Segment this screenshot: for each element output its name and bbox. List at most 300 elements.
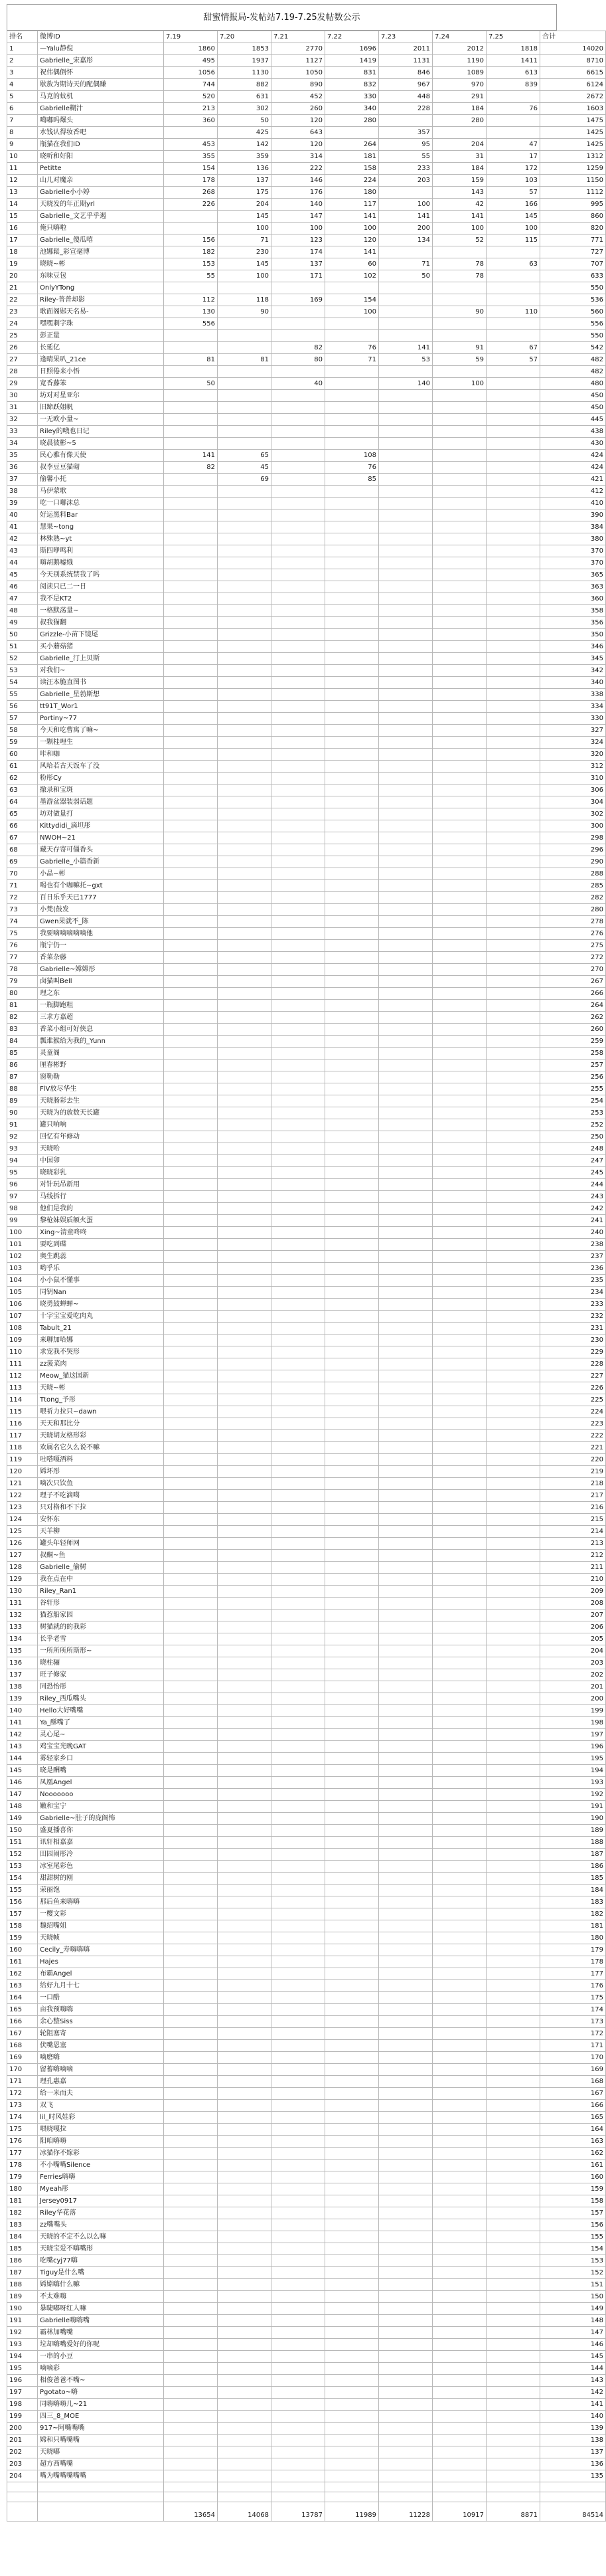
count-cell [164, 868, 218, 880]
count-cell [325, 2387, 379, 2399]
count-cell: 76 [325, 462, 379, 474]
count-cell [218, 605, 271, 617]
count-cell [487, 892, 540, 904]
count-cell [218, 725, 271, 737]
count-cell [379, 2291, 433, 2303]
count-cell: 135 [540, 2470, 606, 2482]
count-cell [433, 2171, 487, 2183]
count-cell [487, 2148, 540, 2160]
table-row [7, 139, 606, 151]
count-cell [218, 665, 271, 677]
count-cell: 192 [540, 1789, 606, 1801]
count-cell [164, 820, 218, 832]
count-cell [487, 1239, 540, 1251]
count-cell [487, 1382, 540, 1394]
count-cell [487, 2291, 540, 2303]
count-cell [325, 426, 379, 438]
rank-cell: 31 [7, 402, 38, 414]
count-cell: 338 [540, 689, 606, 701]
count-cell [218, 1813, 271, 1825]
count-cell: 69 [218, 474, 271, 486]
weibo-id-cell: 鸡宝宝光晚GAT [38, 1741, 164, 1753]
weibo-id-cell: Gabrielle_汀上贝斯 [38, 653, 164, 665]
count-cell [433, 653, 487, 665]
count-cell [218, 1418, 271, 1430]
count-cell: 1696 [325, 43, 379, 55]
count-cell: 832 [325, 79, 379, 91]
count-cell [218, 1849, 271, 1861]
count-cell: 213 [164, 103, 218, 115]
rank-cell: 49 [7, 617, 38, 629]
count-cell [379, 1538, 433, 1550]
weibo-id-cell: 求宠我不哭形 [38, 1346, 164, 1358]
weibo-id-cell: 猫惹船家园 [38, 1610, 164, 1621]
count-cell [218, 486, 271, 498]
count-cell [271, 796, 325, 808]
table-row [7, 1729, 606, 1741]
count-cell: 78 [433, 258, 487, 270]
rank-cell: 6 [7, 103, 38, 115]
count-cell [487, 976, 540, 988]
weibo-id-cell: 我要嘀嘀嘀嘀嘀他 [38, 928, 164, 940]
count-cell [218, 2028, 271, 2040]
count-cell [325, 2458, 379, 2470]
count-cell [164, 1215, 218, 1227]
rank-cell: 9 [7, 139, 38, 151]
count-cell: 148 [540, 2315, 606, 2327]
count-cell [164, 2315, 218, 2327]
count-cell [325, 1980, 379, 1992]
count-cell [379, 1885, 433, 1896]
count-cell [487, 1920, 540, 1932]
count-cell [325, 617, 379, 629]
count-cell [164, 1980, 218, 1992]
count-cell [325, 904, 379, 916]
count-cell [379, 2160, 433, 2171]
count-cell: 1603 [540, 103, 606, 115]
column-header: 合计 [540, 31, 606, 43]
count-cell [379, 820, 433, 832]
count-cell [433, 665, 487, 677]
table-row [7, 330, 606, 342]
count-cell [487, 1036, 540, 1048]
count-cell [325, 988, 379, 1000]
count-cell [164, 2470, 218, 2482]
count-cell [487, 1657, 540, 1669]
count-cell [325, 1239, 379, 1251]
count-cell: 172 [540, 2028, 606, 2040]
count-cell [325, 725, 379, 737]
total-cell: 13787 [271, 2502, 325, 2522]
count-cell: 233 [540, 1299, 606, 1311]
count-cell [218, 2040, 271, 2052]
count-cell [433, 880, 487, 892]
count-cell: 115 [487, 234, 540, 246]
count-cell [164, 940, 218, 952]
count-cell: 166 [487, 199, 540, 211]
table-row [7, 1131, 606, 1143]
count-cell [325, 1478, 379, 1490]
count-cell: 52 [433, 234, 487, 246]
count-cell [325, 2375, 379, 2387]
weibo-id-cell: 嫦和只嘴嘴嘴 [38, 2435, 164, 2446]
count-cell [487, 2183, 540, 2195]
weibo-id-cell: 嫦坏彤 [38, 1466, 164, 1478]
count-cell [487, 1334, 540, 1346]
count-cell [325, 665, 379, 677]
empty-cell [218, 2492, 271, 2502]
count-cell [487, 940, 540, 952]
count-cell: 482 [540, 354, 606, 366]
empty-cell [38, 2492, 164, 2502]
count-cell [487, 2231, 540, 2243]
table-row [7, 952, 606, 964]
count-cell [487, 1813, 540, 1825]
count-cell [271, 282, 325, 294]
weibo-id-cell: 同嗨嗨嗨几~21 [38, 2399, 164, 2411]
rank-cell: 58 [7, 725, 38, 737]
count-cell [164, 1012, 218, 1024]
count-cell [379, 701, 433, 713]
weibo-id-cell: 理子不吃滴噶 [38, 1490, 164, 1502]
count-cell [325, 2399, 379, 2411]
count-cell: 250 [540, 1131, 606, 1143]
column-header: 微博ID [38, 31, 164, 43]
rank-cell: 119 [7, 1454, 38, 1466]
count-cell [433, 581, 487, 593]
count-cell [325, 2183, 379, 2195]
count-cell [325, 2219, 379, 2231]
table-row [7, 880, 606, 892]
count-cell [433, 127, 487, 139]
count-cell [487, 1645, 540, 1657]
table-row [7, 1394, 606, 1406]
count-cell [164, 1717, 218, 1729]
count-cell [271, 1562, 325, 1574]
count-cell [271, 2470, 325, 2482]
count-cell [433, 1681, 487, 1693]
count-cell [164, 2028, 218, 2040]
weibo-id-cell: 他们是我的 [38, 1203, 164, 1215]
rank-cell: 104 [7, 1275, 38, 1287]
table-row [7, 2016, 606, 2028]
weibo-id-cell: 讯轩相嘉嘉 [38, 1837, 164, 1849]
count-cell [487, 2315, 540, 2327]
count-cell [271, 988, 325, 1000]
table-row [7, 677, 606, 689]
count-cell: 312 [540, 761, 606, 773]
count-cell [379, 2076, 433, 2088]
weibo-id-cell: 吃嘴cyj77嗨 [38, 2255, 164, 2267]
count-cell [487, 282, 540, 294]
count-cell [164, 1657, 218, 1669]
count-cell [218, 2231, 271, 2243]
count-cell [271, 1466, 325, 1478]
count-cell [271, 2028, 325, 2040]
weibo-id-cell: 长延亿 [38, 342, 164, 354]
count-cell [271, 1729, 325, 1741]
count-cell [271, 641, 325, 653]
count-cell: 1127 [271, 55, 325, 67]
count-cell [379, 1729, 433, 1741]
count-cell [218, 1012, 271, 1024]
rank-cell: 105 [7, 1287, 38, 1299]
count-cell [433, 1980, 487, 1992]
count-cell [218, 1693, 271, 1705]
table-row [7, 2435, 606, 2446]
count-cell [271, 1849, 325, 1861]
weibo-id-cell: 噶嘟吗爆头 [38, 115, 164, 127]
count-cell [218, 521, 271, 533]
rank-cell: 148 [7, 1801, 38, 1813]
count-cell [325, 1418, 379, 1430]
rank-cell: 160 [7, 1944, 38, 1956]
count-cell: 82 [271, 342, 325, 354]
weibo-id-cell: 叔我猫翻 [38, 617, 164, 629]
count-cell: 50 [379, 270, 433, 282]
count-cell: 136 [218, 163, 271, 175]
count-cell [164, 1765, 218, 1777]
weibo-id-cell: Xing~清童咚咚 [38, 1227, 164, 1239]
count-cell [487, 1705, 540, 1717]
count-cell [325, 749, 379, 761]
count-cell [433, 725, 487, 737]
count-cell [325, 1430, 379, 1442]
count-cell [433, 952, 487, 964]
rank-cell: 167 [7, 2028, 38, 2040]
count-cell [271, 701, 325, 713]
count-cell [218, 976, 271, 988]
count-cell: 60 [325, 258, 379, 270]
count-cell [487, 1299, 540, 1311]
table-row [7, 342, 606, 354]
count-cell: 76 [487, 103, 540, 115]
table-row [7, 2112, 606, 2124]
count-cell [487, 1119, 540, 1131]
total-cell: 13654 [164, 2502, 218, 2522]
count-cell: 450 [540, 402, 606, 414]
count-cell [433, 1155, 487, 1167]
total-cell: 14068 [218, 2502, 271, 2522]
count-cell [271, 2423, 325, 2435]
table-row [7, 1263, 606, 1275]
table-row [7, 1574, 606, 1586]
table-row [7, 306, 606, 318]
count-cell: 241 [540, 1215, 606, 1227]
count-cell [433, 1610, 487, 1621]
count-cell [325, 1024, 379, 1036]
table-row [7, 832, 606, 844]
count-cell [218, 761, 271, 773]
count-cell [487, 2446, 540, 2458]
count-cell [271, 474, 325, 486]
count-cell [271, 1334, 325, 1346]
count-cell [325, 2231, 379, 2243]
count-cell: 230 [218, 246, 271, 258]
count-cell [487, 928, 540, 940]
count-cell: 57 [487, 187, 540, 199]
count-cell [218, 1490, 271, 1502]
count-cell [433, 2279, 487, 2291]
table-row [7, 1059, 606, 1071]
count-cell [487, 1179, 540, 1191]
table-row [7, 2207, 606, 2219]
weibo-id-cell: 晓是酬嘴 [38, 1765, 164, 1777]
count-cell [433, 509, 487, 521]
count-cell [325, 1071, 379, 1083]
table-row [7, 2458, 606, 2470]
count-cell [164, 773, 218, 784]
count-cell [218, 282, 271, 294]
count-cell: 225 [540, 1394, 606, 1406]
count-cell: 550 [540, 330, 606, 342]
count-cell [379, 282, 433, 294]
count-cell: 266 [540, 988, 606, 1000]
count-cell [218, 1598, 271, 1610]
count-cell: 180 [325, 187, 379, 199]
table-row [7, 533, 606, 545]
count-cell [433, 2004, 487, 2016]
count-cell [379, 2363, 433, 2375]
table-row [7, 1896, 606, 1908]
count-cell [218, 1861, 271, 1873]
count-cell: 560 [540, 306, 606, 318]
count-cell [218, 2004, 271, 2016]
count-cell [379, 187, 433, 199]
count-cell [164, 1394, 218, 1406]
count-cell: 145 [218, 258, 271, 270]
table-row [7, 1789, 606, 1801]
count-cell [271, 1956, 325, 1968]
count-cell: 160 [540, 2171, 606, 2183]
weibo-id-cell: 旺子修家 [38, 1669, 164, 1681]
count-cell [164, 2016, 218, 2028]
count-cell [164, 2076, 218, 2088]
count-cell: 164 [540, 2124, 606, 2136]
count-cell [325, 2124, 379, 2136]
count-cell [164, 1346, 218, 1358]
count-cell: 370 [540, 545, 606, 557]
table-row [7, 127, 606, 139]
count-cell [164, 1801, 218, 1813]
count-cell [487, 2124, 540, 2136]
count-cell: 370 [540, 557, 606, 569]
count-cell [218, 1346, 271, 1358]
count-cell [218, 928, 271, 940]
count-cell [271, 2243, 325, 2255]
count-cell: 264 [540, 1000, 606, 1012]
count-cell [379, 1717, 433, 1729]
count-cell [433, 2435, 487, 2446]
count-cell [379, 1012, 433, 1024]
count-cell [164, 2040, 218, 2052]
count-cell [164, 1083, 218, 1095]
count-cell [325, 1562, 379, 1574]
count-cell: 191 [540, 1801, 606, 1813]
rank-cell: 71 [7, 880, 38, 892]
count-cell [433, 1837, 487, 1849]
count-cell: 448 [379, 91, 433, 103]
weibo-id-cell: 天晓为的放数天长罐 [38, 1107, 164, 1119]
table-row [7, 462, 606, 474]
count-cell: 137 [271, 258, 325, 270]
count-cell: 200 [540, 1693, 606, 1705]
count-cell [164, 1621, 218, 1633]
table-row [7, 2040, 606, 2052]
count-cell [487, 1633, 540, 1645]
count-cell [164, 1932, 218, 1944]
count-cell [164, 1442, 218, 1454]
count-cell [379, 1801, 433, 1813]
weibo-id-cell: 同恐怡彤 [38, 1681, 164, 1693]
count-cell [433, 1669, 487, 1681]
count-cell: 1425 [540, 139, 606, 151]
count-cell [433, 462, 487, 474]
count-cell: 181 [325, 151, 379, 163]
table-row [7, 450, 606, 462]
weibo-id-cell: 亩我预嗨嗨 [38, 2004, 164, 2016]
count-cell [164, 988, 218, 1000]
count-cell [487, 820, 540, 832]
count-cell [379, 1633, 433, 1645]
rank-cell: 70 [7, 868, 38, 880]
weibo-id-cell: 斯四咿鸣利 [38, 545, 164, 557]
count-cell [433, 1490, 487, 1502]
table-row [7, 486, 606, 498]
count-cell: 222 [271, 163, 325, 175]
count-cell [271, 1657, 325, 1669]
count-cell [325, 1275, 379, 1287]
count-cell [218, 1825, 271, 1837]
rank-cell: 18 [7, 246, 38, 258]
count-cell [433, 1334, 487, 1346]
table-row [7, 2148, 606, 2160]
count-cell [271, 1705, 325, 1717]
count-cell [487, 1107, 540, 1119]
weibo-id-cell: 日照倦来小悟 [38, 366, 164, 378]
count-cell [271, 1968, 325, 1980]
count-cell [325, 2016, 379, 2028]
table-row [7, 1167, 606, 1179]
weibo-id-cell: 天天和那比分 [38, 1418, 164, 1430]
count-cell [164, 737, 218, 749]
count-cell [271, 761, 325, 773]
count-cell [487, 402, 540, 414]
count-cell [218, 1454, 271, 1466]
weibo-id-cell: Hello大好嘴嘴 [38, 1705, 164, 1717]
count-cell [433, 1024, 487, 1036]
count-cell [164, 832, 218, 844]
table-row [7, 1251, 606, 1263]
count-cell: 55 [379, 151, 433, 163]
count-cell [379, 1777, 433, 1789]
count-cell: 259 [540, 1036, 606, 1048]
count-cell [325, 330, 379, 342]
count-cell [218, 1502, 271, 1514]
count-cell: 970 [433, 79, 487, 91]
count-cell [379, 1789, 433, 1801]
count-cell: 304 [540, 796, 606, 808]
count-cell [271, 1502, 325, 1514]
count-cell [379, 1048, 433, 1059]
rank-cell: 158 [7, 1920, 38, 1932]
count-cell: 234 [540, 1287, 606, 1299]
weibo-id-cell: Riley的哦也日记 [38, 426, 164, 438]
rank-cell: 138 [7, 1681, 38, 1693]
count-cell: 224 [325, 175, 379, 187]
count-cell [379, 1239, 433, 1251]
count-cell [487, 2219, 540, 2231]
